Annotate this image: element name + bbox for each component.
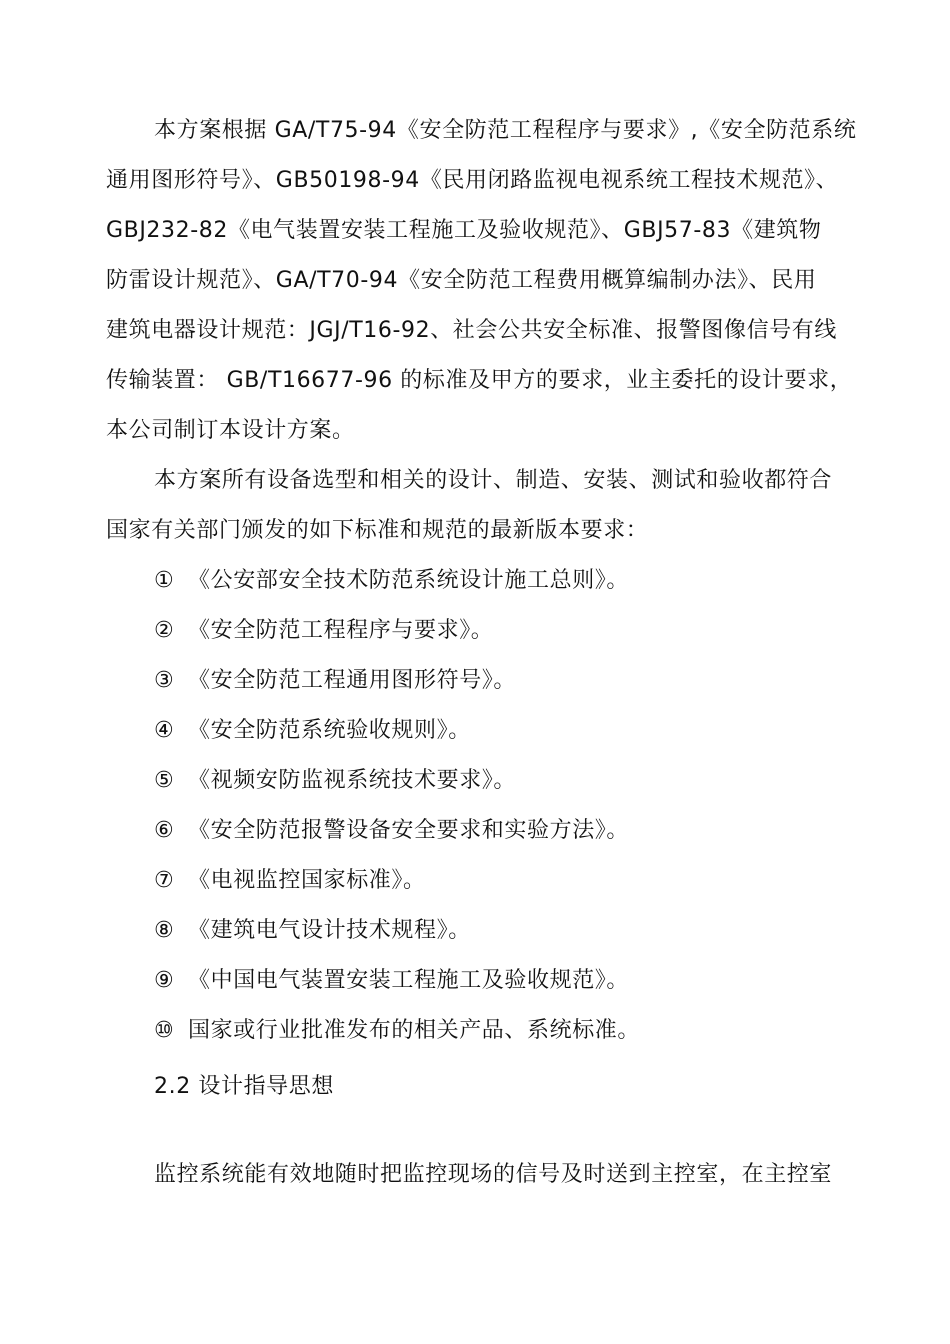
standard-item-2 xyxy=(154,616,493,646)
item-number: ② xyxy=(154,618,175,643)
item-text: 《电视监控国家标准》。 xyxy=(188,868,426,893)
item-text: 国家或行业批准发布的相关产品、系统标准。 xyxy=(188,1018,641,1043)
item-text: 《安全防范系统验收规则》。 xyxy=(188,718,471,743)
item-text: 《中国电气装置安装工程施工及验收规范》。 xyxy=(188,968,630,993)
standard-item-10 xyxy=(154,1016,640,1046)
item-text: 《公安部安全技术防范系统设计施工总则》。 xyxy=(188,568,630,593)
standard-item-8 xyxy=(154,916,471,946)
paragraph-1-line-4: 防雷设计规范》、GA/T70-94《安全防范工程费用概算编制办法》、民用 xyxy=(106,268,817,293)
standard-item-6 xyxy=(154,816,629,846)
paragraph-1-line-7: 本公司制订本设计方案。 xyxy=(106,418,355,443)
standard-item-4 xyxy=(154,716,471,746)
item-text: 《安全防范工程程序与要求》。 xyxy=(188,618,494,643)
paragraph-3-line-1: 监控系统能有效地随时把监控现场的信号及时送到主控室，在主控室 xyxy=(154,1162,833,1187)
item-text: 《视频安防监视系统技术要求》。 xyxy=(188,768,517,793)
paragraph-2-line-1: 本方案所有设备选型和相关的设计、制造、安装、测试和验收都符合 xyxy=(154,468,833,493)
paragraph-1-line-1: 本方案根据 GA/T75-94《安全防范工程程序与要求》,《安全防范系统 xyxy=(154,118,857,143)
paragraph-1-line-5: 建筑电器设计规范：JGJ/T16-92、社会公共安全标准、报警图像信号有线 xyxy=(106,318,838,343)
paragraph-2-line-2: 国家有关部门颁发的如下标准和规范的最新版本要求： xyxy=(106,518,649,543)
item-text: 《安全防范报警设备安全要求和实验方法》。 xyxy=(188,818,630,843)
item-text: 《建筑电气设计技术规程》。 xyxy=(188,918,471,943)
paragraph-1-line-3: GBJ232-82《电气装置安装工程施工及验收规范》、GBJ57-83《建筑物 xyxy=(106,218,822,243)
standard-item-5 xyxy=(154,766,516,796)
standard-item-3 xyxy=(154,666,516,696)
section-heading: 2.2 设计指导思想 xyxy=(154,1074,334,1099)
item-number: ⑤ xyxy=(154,768,175,793)
standard-item-1 xyxy=(154,566,629,596)
item-number: ⑧ xyxy=(154,918,175,943)
item-number: ⑨ xyxy=(154,968,175,993)
paragraph-1-line-6: 传输装置： GB/T16677-96 的标准及甲方的要求，业主委托的设计要求， xyxy=(106,368,853,393)
item-number: ⑦ xyxy=(154,868,175,893)
item-text: 《安全防范工程通用图形符号》。 xyxy=(188,668,517,693)
standard-item-7 xyxy=(154,866,426,896)
item-number: ⑩ xyxy=(154,1018,175,1043)
item-number: ⑥ xyxy=(154,818,175,843)
item-number: ① xyxy=(154,568,175,593)
item-number: ④ xyxy=(154,718,175,743)
paragraph-1-line-2: 通用图形符号》、GB50198-94《民用闭路监视电视系统工程技术规范》、 xyxy=(106,168,839,193)
standard-item-9 xyxy=(154,966,629,996)
item-number: ③ xyxy=(154,668,175,693)
